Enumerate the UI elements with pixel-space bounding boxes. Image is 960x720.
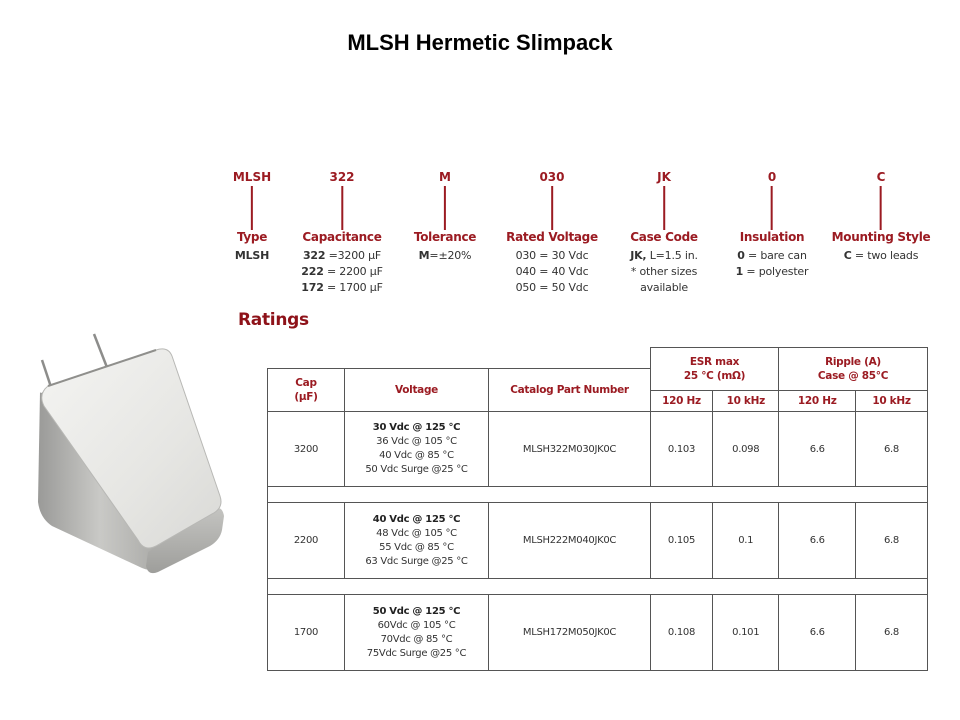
header-cap-line1: Cap [295, 377, 317, 389]
pn-label: Mounting Style [831, 230, 931, 244]
pn-description-key: 172 [301, 281, 324, 294]
pn-description-line [832, 248, 931, 264]
pn-segment-capacitance [301, 170, 382, 296]
pn-segment-mounting-style [832, 170, 931, 264]
header-ripple-group [778, 347, 928, 391]
row1-ripple-10khz: 6.8 [855, 411, 928, 488]
row3-esr-10khz: 0.101 [712, 594, 780, 671]
pn-connector-line [444, 186, 446, 230]
pn-description-value: =3200 µF [325, 249, 382, 262]
row2-voltage-rated: 40 Vdc @ 125 °C [372, 513, 461, 525]
row-spacer [267, 578, 928, 596]
header-voltage: Voltage [344, 368, 490, 412]
pn-description-key: M [418, 249, 430, 262]
pn-segment-case-code [630, 170, 698, 296]
row2-part-number: MLSH222M040JK0C [488, 502, 651, 579]
row1-voltage-rated: 30 Vdc @ 125 °C [372, 422, 461, 433]
pn-connector-line [663, 186, 665, 230]
row3-voltage-surge: 75Vdc Surge @25 °C [366, 647, 467, 659]
pn-description-key: C [843, 249, 852, 262]
row2-esr-10khz: 0.1 [712, 502, 780, 579]
row3-ripple-120hz: 6.6 [778, 594, 857, 671]
pn-label: Case Code [630, 230, 698, 244]
row3-voltage-105: 60Vdc @ 105 °C [377, 619, 456, 631]
capacitor-product-image [30, 330, 240, 580]
capacitor-icon [30, 330, 240, 580]
pn-description-key: 1 [735, 265, 744, 278]
pn-description-key: 0 [737, 249, 745, 262]
header-ripple-line2: Case @ 85°C [817, 370, 889, 382]
pn-description-line [233, 248, 271, 264]
row1-voltage [344, 411, 490, 488]
pn-description-value: = 2200 µF [323, 265, 383, 278]
header-esr-10khz: 10 kHz [712, 390, 780, 413]
page-title: MLSH Hermetic Slimpack [347, 30, 613, 55]
pn-connector-line [551, 186, 553, 230]
pn-description-line [630, 280, 698, 296]
row1-voltage-85: 40 Vdc @ 85 °C [379, 450, 454, 461]
row1-esr-10khz: 0.098 [712, 411, 780, 488]
pn-description-line [630, 264, 698, 280]
pn-code: C [876, 170, 886, 184]
pn-description-value: * other sizes [630, 265, 698, 278]
pn-description-value: L=1.5 in. [646, 249, 698, 262]
pn-description [630, 248, 698, 296]
row2-ripple-10khz: 6.8 [855, 502, 928, 579]
pn-code: MLSH [232, 170, 272, 184]
pn-description-line [301, 248, 382, 264]
pn-description-value: = two leads [851, 249, 919, 262]
pn-code: M [439, 170, 451, 184]
row3-voltage [344, 594, 490, 671]
pn-description-line [301, 264, 382, 280]
pn-description-line [506, 264, 598, 280]
row1-part-number: MLSH322M030JK0C [488, 411, 651, 488]
pn-description-value: 050 = 50 Vdc [515, 281, 589, 294]
pn-description-line [736, 264, 809, 280]
pn-code: 322 [329, 170, 355, 184]
row-spacer [267, 486, 928, 504]
row3-voltage-85: 70Vdc @ 85 °C [380, 633, 453, 645]
pn-label: Type [236, 230, 268, 244]
pn-description-value: 030 = 30 Vdc [515, 249, 589, 262]
row2-voltage-surge: 63 Vdc Surge @25 °C [365, 555, 468, 567]
pn-description-key: 222 [301, 265, 324, 278]
header-cap-line2: (µF) [294, 391, 318, 403]
pn-connector-line [251, 186, 253, 230]
row2-voltage-105: 48 Vdc @ 105 °C [376, 527, 457, 539]
pn-description-line [414, 248, 476, 264]
header-esr-line1: ESR max [689, 356, 740, 368]
row1-voltage-surge: 50 Vdc Surge @25 °C [365, 464, 468, 475]
header-ripple-10khz: 10 kHz [855, 390, 928, 413]
pn-description-line [301, 280, 382, 296]
pn-description-value: MLSH [234, 249, 270, 262]
pn-description-line [506, 248, 598, 264]
row2-voltage [344, 502, 490, 579]
pn-connector-line [880, 186, 882, 230]
row2-voltage-85: 55 Vdc @ 85 °C [379, 541, 454, 553]
pn-description-value: =±20% [429, 249, 472, 262]
row1-voltage-105: 36 Vdc @ 105 °C [376, 436, 457, 447]
header-esr-120hz: 120 Hz [650, 390, 714, 413]
row1-esr-120hz: 0.103 [650, 411, 714, 488]
ratings-heading: Ratings [238, 310, 309, 330]
pn-label: Tolerance [413, 230, 477, 244]
header-ripple-line1: Ripple (A) [825, 356, 881, 368]
header-esr-line2: 25 °C (mΩ) [683, 370, 746, 382]
row3-part-number: MLSH172M050JK0C [488, 594, 651, 671]
pn-label: Insulation [739, 230, 805, 244]
pn-segment-type [233, 170, 271, 264]
pn-description-value: = 1700 µF [323, 281, 383, 294]
pn-segment-tolerance [414, 170, 476, 264]
row3-cap: 1700 [267, 594, 345, 671]
pn-label: Rated Voltage [506, 230, 598, 244]
pn-description-key: 322 [302, 249, 326, 262]
row3-voltage-rated: 50 Vdc @ 125 °C [372, 605, 461, 617]
pn-description [301, 248, 382, 296]
pn-segment-insulation [736, 170, 809, 280]
pn-description [414, 248, 476, 264]
pn-connector-line [341, 186, 343, 230]
row2-ripple-120hz: 6.6 [778, 502, 857, 579]
pn-description [506, 248, 598, 296]
pn-description-key: JK, [630, 249, 647, 262]
pn-code: 0 [767, 170, 777, 184]
row1-cap: 3200 [267, 411, 345, 488]
header-catalog-part-number: Catalog Part Number [488, 368, 651, 412]
pn-segment-rated-voltage [506, 170, 598, 296]
pn-description [832, 248, 931, 264]
row3-ripple-10khz: 6.8 [855, 594, 928, 671]
pn-description-line [736, 248, 809, 264]
row2-cap: 2200 [267, 502, 345, 579]
row2-esr-120hz: 0.105 [650, 502, 714, 579]
pn-description-value: 040 = 40 Vdc [515, 265, 589, 278]
pn-description-value: available [640, 281, 688, 294]
pn-code: 030 [539, 170, 565, 184]
header-ripple-120hz: 120 Hz [778, 390, 857, 413]
row3-esr-120hz: 0.108 [650, 594, 714, 671]
pn-description-line [630, 248, 698, 264]
pn-code: JK [657, 170, 671, 184]
pn-description-value: = bare can [744, 249, 807, 262]
pn-label: Capacitance [302, 230, 382, 244]
header-cap [267, 368, 345, 412]
header-esr-group [650, 347, 780, 391]
pn-description-line [506, 280, 598, 296]
pn-description [233, 248, 271, 264]
pn-description-value: = polyester [743, 265, 809, 278]
pn-description [736, 248, 809, 280]
pn-connector-line [771, 186, 773, 230]
row1-ripple-120hz: 6.6 [778, 411, 857, 488]
